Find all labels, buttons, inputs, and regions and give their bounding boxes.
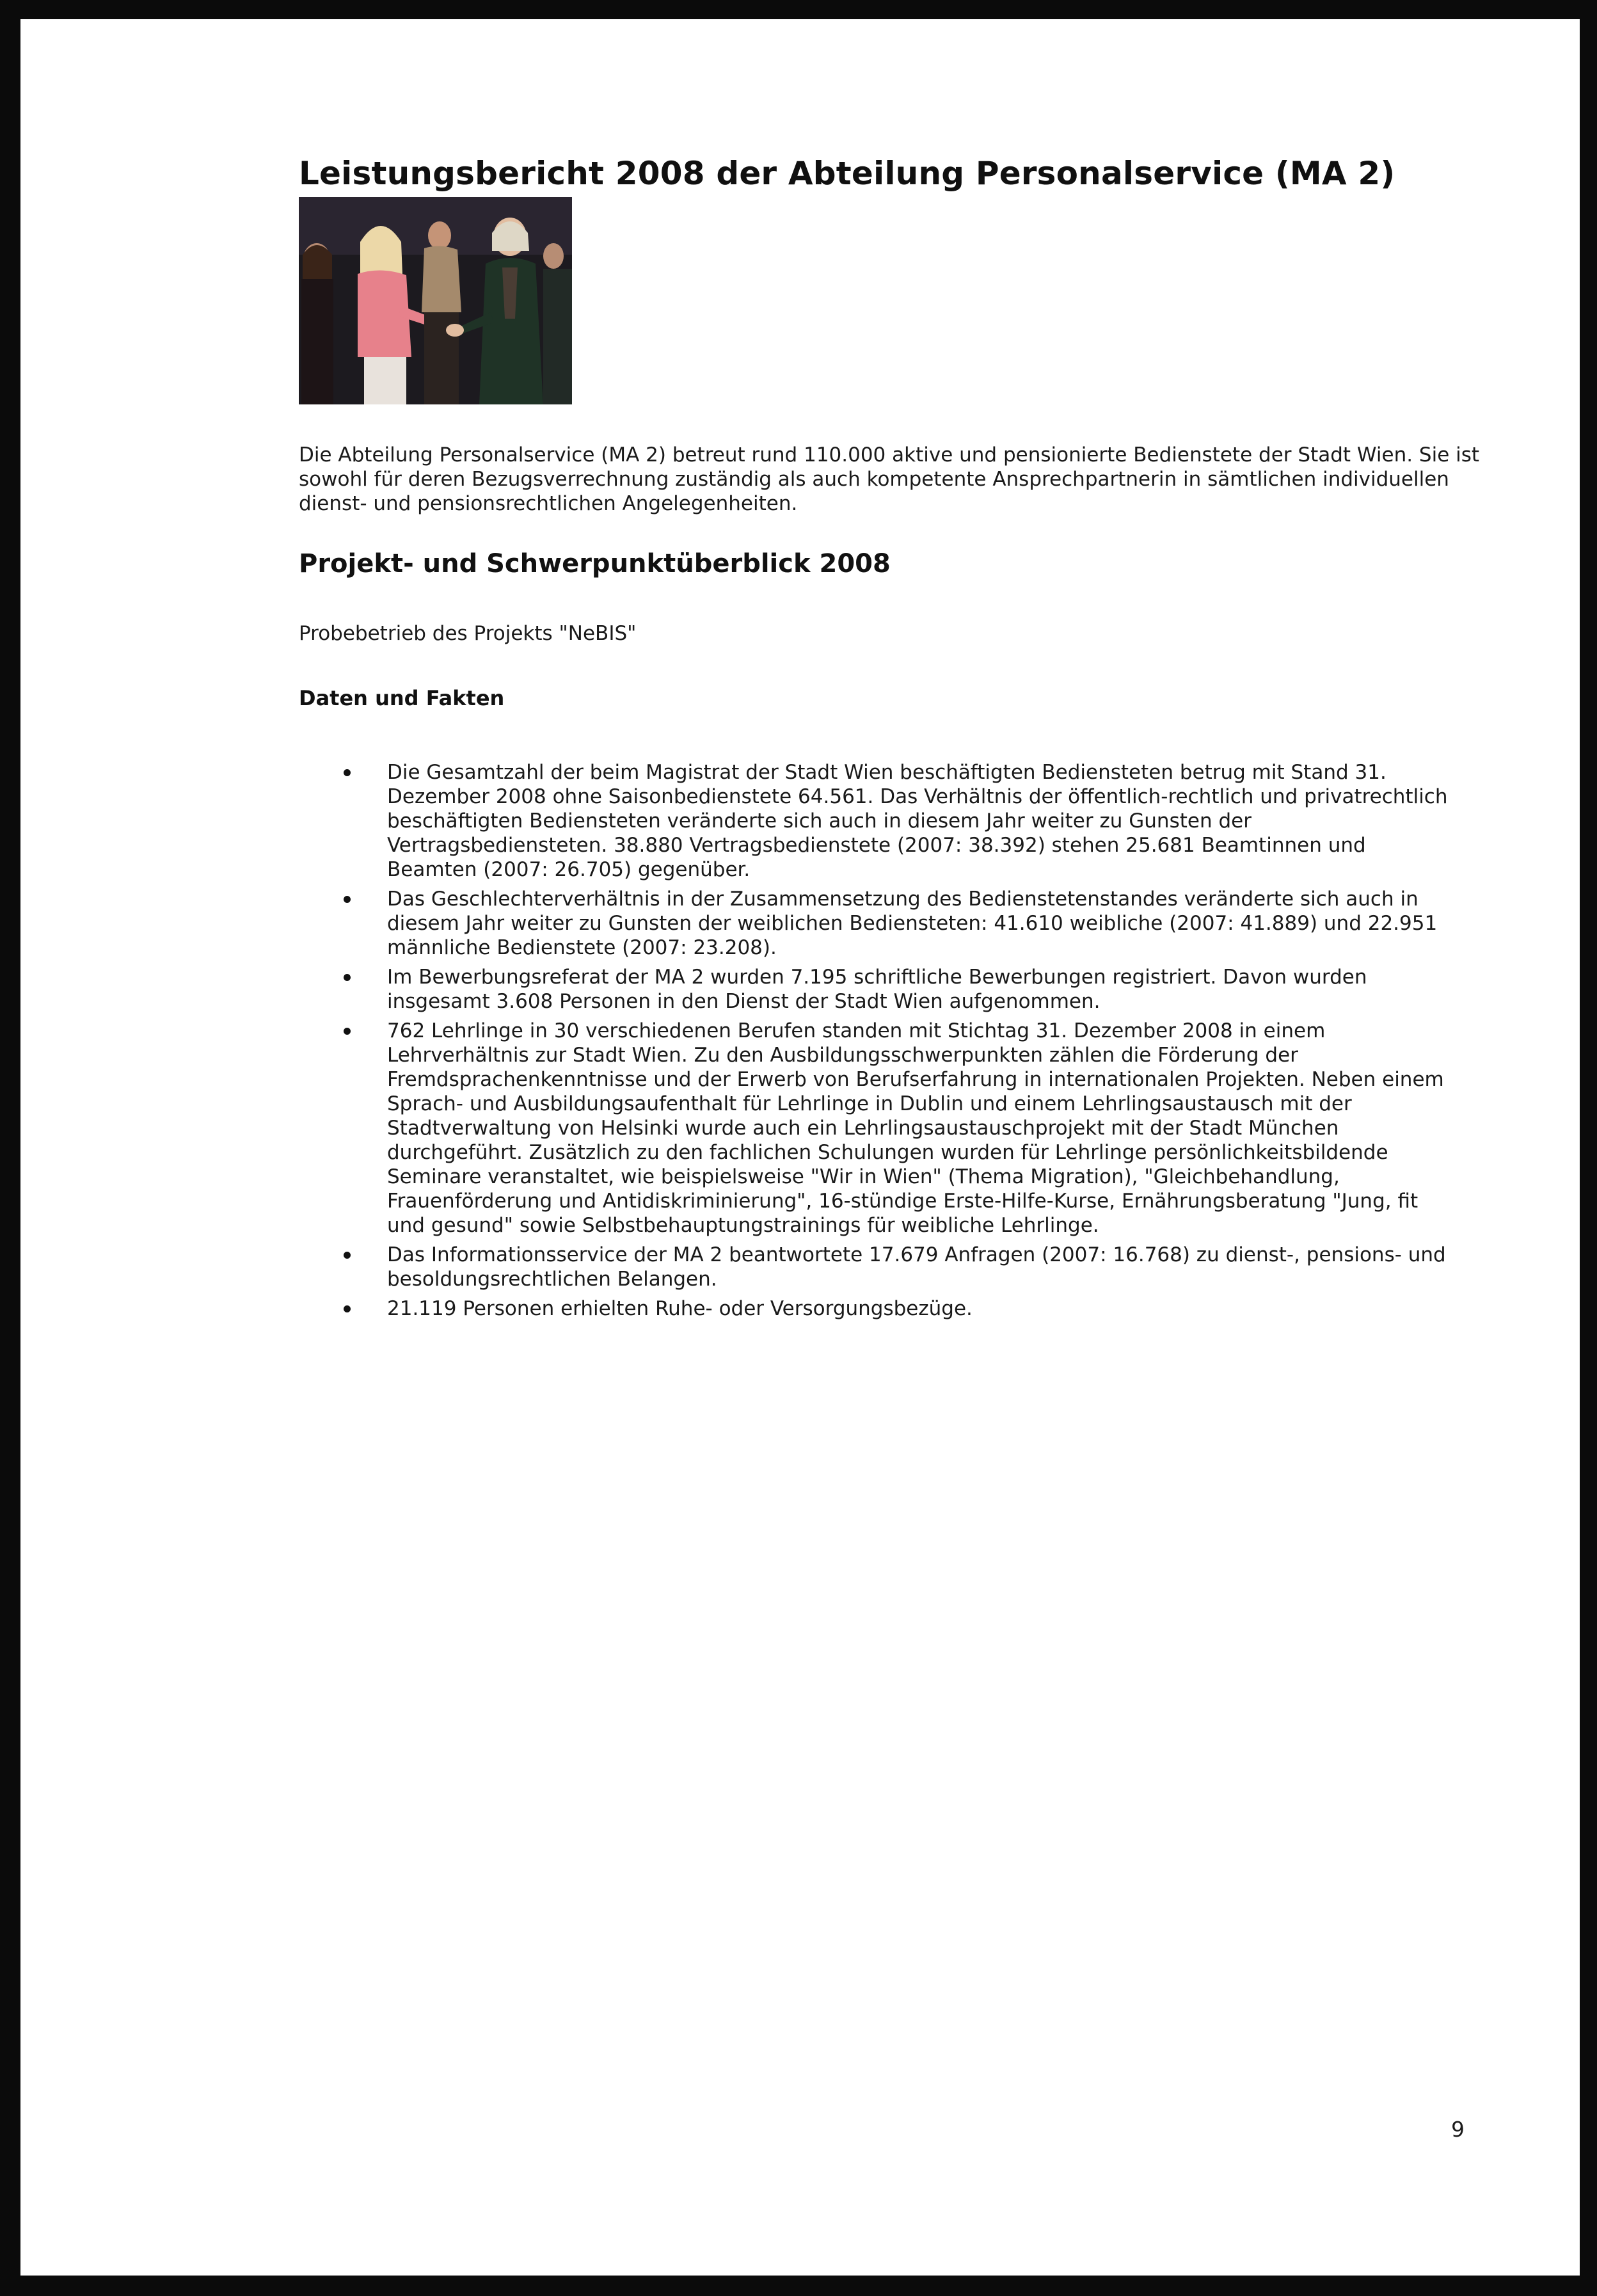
list-item [344, 1019, 1457, 1238]
list-item [344, 965, 1457, 1014]
report-title: Leistungsbericht 2008 der Abteilung Personalservice (MA 2) [299, 155, 1395, 192]
bullet-icon [344, 1305, 351, 1312]
list-item-text: Das Informationsservice der MA 2 beantwortete 17.679 Anfragen (2007: 16.768) zu dienst-, pensions- und besoldungsrechtlichen Belangen. [387, 1243, 1446, 1291]
event-photo [299, 197, 572, 404]
list-item [344, 760, 1457, 882]
list-item [344, 887, 1457, 960]
bullet-icon [344, 974, 351, 981]
intro-paragraph: Die Abteilung Personalservice (MA 2) betreut rund 110.000 aktive und pensionierte Bedienstete der Stadt Wien. Sie ist sowohl für deren Bezugsverrechnung zuständig als auch kompetente Ansprechpartnerin in sämtlichen individuellen dienst- und pensionsrechtlichen Angelegenheiten. [299, 443, 1480, 515]
facts-heading: Daten und Fakten [299, 686, 505, 710]
page-number: 9 [1451, 2117, 1465, 2142]
bullet-icon [344, 769, 351, 776]
document-page [20, 19, 1580, 2276]
list-item [344, 1296, 1457, 1321]
list-item-text: Im Bewerbungsreferat der MA 2 wurden 7.195 schriftliche Bewerbungen registriert. Davon wurden insgesamt 3.608 Personen in den Dienst der Stadt Wien aufgenommen. [387, 966, 1367, 1013]
list-item-text: Die Gesamtzahl der beim Magistrat der Stadt Wien beschäftigten Bediensteten betrug mit Stand 31. Dezember 2008 ohne Saisonbedienstete 64.561. Das Verhältnis der öffentlich-rechtlich und privatrechtlich beschäftigten Bediensteten veränderte sich auch in diesem Jahr weiter zu Gunsten der Vertragsbediensteten. 38.880 Vertragsbedienstete (2007: 38.392) stehen 25.681 Beamtinnen und Beamten (2007: 26.705) gegenüber. [387, 761, 1448, 881]
bullet-icon [344, 1028, 351, 1035]
section-heading: Projekt- und Schwerpunktüberblick 2008 [299, 549, 891, 578]
bullet-icon [344, 896, 351, 903]
project-line: Probebetrieb des Projekts "NeBIS" [299, 622, 637, 645]
list-item [344, 1243, 1457, 1291]
facts-list [344, 760, 1457, 1326]
bullet-icon [344, 1252, 351, 1259]
list-item-text: 762 Lehrlinge in 30 verschiedenen Berufen standen mit Stichtag 31. Dezember 2008 in einem Lehrverhältnis zur Stadt Wien. Zu den Ausbildungsschwerpunkten zählen die Förderung der Fremdsprachenkenntnisse und der Erwerb von Berufserfahrung in internationalen Projekten. Neben einem Sprach- und Ausbildungsaufenthalt für Lehrlinge in Dublin und einem Lehrlingsaustausch mit der Stadtverwaltung von Helsinki wurde auch ein Lehrlingsaustauschprojekt mit der Stadt München durchgeführt. Zusätzlich zu den fachlichen Schulungen wurden für Lehrlinge persönlichkeitsbildende Seminare veranstaltet, wie beispielsweise "Wir in Wien" (Thema Migration), "Gleichbehandlung, Frauenförderung und Antidiskriminierung", 16-stündige Erste-Hilfe-Kurse, Ernährungsberatung "Jung, fit und gesund" sowie Selbstbehauptungstrainings für weibliche Lehrlinge. [387, 1019, 1444, 1237]
list-item-text: Das Geschlechterverhältnis in der Zusammensetzung des Bedienstetenstandes veränderte sich auch in diesem Jahr weiter zu Gunsten der weiblichen Bediensteten: 41.610 weibliche (2007: 41.889) und 22.951 männliche Bedienstete (2007: 23.208). [387, 888, 1438, 959]
list-item-text: 21.119 Personen erhielten Ruhe- oder Versorgungsbezüge. [387, 1297, 973, 1320]
